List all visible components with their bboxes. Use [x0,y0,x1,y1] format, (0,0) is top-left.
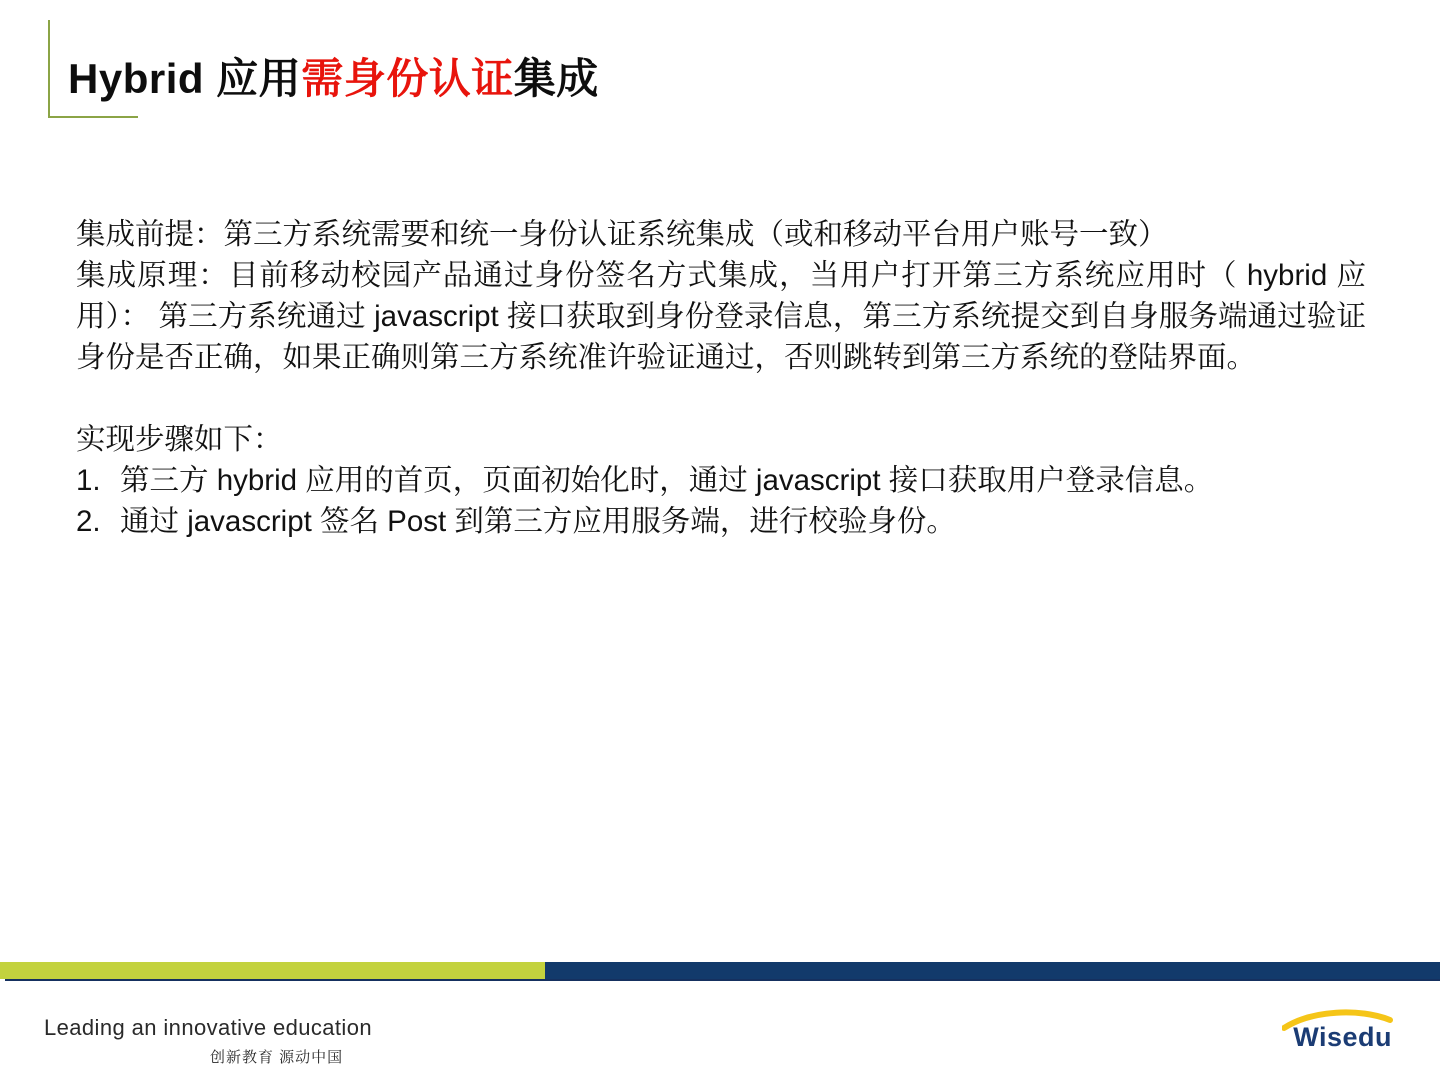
principle-paragraph: 集成原理：目前移动校园产品通过身份签名方式集成，当用户打开第三方系统应用时（ hybrid 应用）： 第三方系统通过 javascript 接口获取到身份登录信息，第三方系统提交到自身服务端通过验证身份是否正确，如果正确则第三方系统准许验证通过，否则跳转到第三方系统的登陆界面。 [76,259,1366,374]
slide-body [76,214,1366,542]
list-item [76,460,1366,501]
list-item-number: 2. [76,505,101,538]
list-item-number: 1. [76,464,101,497]
page-title-suffix: 集成 [513,55,599,103]
footer-bar-green [0,962,545,979]
title-accent-vertical-rule [48,20,50,118]
page-title-prefix: Hybrid 应用 [68,55,302,103]
bottom-hairline [0,1076,1440,1080]
footer-left-edge [0,979,5,1080]
steps-heading: 实现步骤如下： [76,423,283,456]
footer-bar-blue-thin [0,979,1440,981]
footer-subtitle: 创新教育 源动中国 [210,1049,344,1066]
list-item-text: 第三方 hybrid 应用的首页，页面初始化时，通过 javascript 接口获取用户登录信息。 [120,464,1214,497]
footer-tagline: Leading an innovative education [44,1015,372,1040]
steps-list [76,460,1366,542]
title-accent-horizontal-rule [48,116,138,118]
page-title [68,46,599,106]
premise-paragraph: 集成前提：第三方系统需要和统一身份认证系统集成（或和移动平台用户账号一致） [76,218,1168,251]
page-title-highlight: 需身份认证 [301,55,514,103]
list-item-text: 通过 javascript 签名 Post 到第三方应用服务端，进行校验身份。 [120,505,956,538]
body-spacer [76,378,1366,419]
list-item [76,501,1366,542]
brand-logo-text: Wisedu [1293,1022,1392,1052]
footer-bar-blue [545,962,1440,979]
